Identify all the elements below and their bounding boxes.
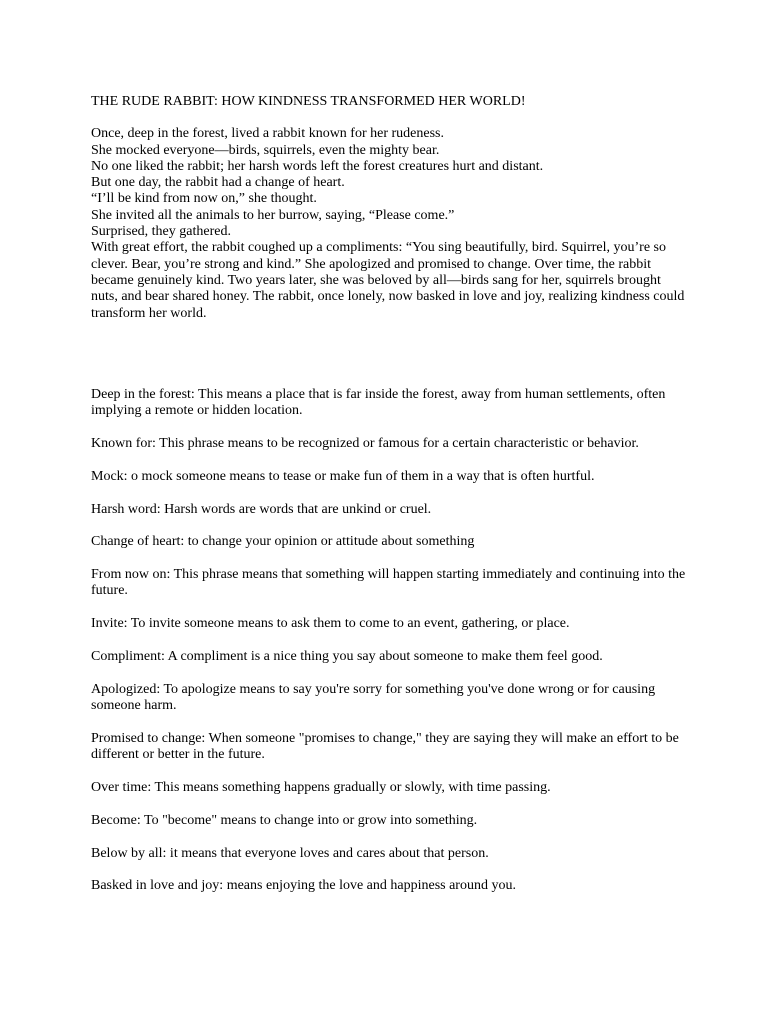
story-line: Surprised, they gathered. bbox=[91, 224, 231, 240]
vocab-entry: Known for: This phrase means to be recognized or famous for a certain characteristic or behavior. bbox=[91, 435, 639, 451]
story-line: “I’ll be kind from now on,” she thought. bbox=[91, 191, 317, 207]
story-line: No one liked the rabbit; her harsh words left the forest creatures hurt and distant. bbox=[91, 158, 544, 174]
vocab-entry: Below by all: it means that everyone loves and cares about that person. bbox=[91, 845, 489, 861]
vocab-entry: Promised to change: When someone "promises to change," they are saying they will make an effort to be different or better in the future. bbox=[91, 730, 679, 763]
story-line: But one day, the rabbit had a change of heart. bbox=[91, 175, 345, 191]
story-line: Once, deep in the forest, lived a rabbit known for her rudeness. bbox=[91, 126, 444, 142]
story-paragraph: With great effort, the rabbit coughed up a compliments: “You sing beautifully, bird. Squirrel, you’re so clever. Bear, you’re strong and kind.” She apologized and promised to change. Over time, the rabbit became genuinely kind. Two years later, she was beloved by all—birds sang for her, squirrels brought nuts, and bear shared honey. The rabbit, once lonely, now basked in love and joy, realizing kindness could transform her world. bbox=[91, 240, 685, 321]
vocab-entry: Apologized: To apologize means to say you're sorry for something you've done wrong or for causing someone harm. bbox=[91, 681, 656, 714]
story-line: She invited all the animals to her burrow, saying, “Please come.” bbox=[91, 207, 455, 223]
vocab-entry: Deep in the forest: This means a place that is far inside the forest, away from human settlements, often implying a remote or hidden location. bbox=[91, 386, 666, 419]
vocab-entry: Harsh word: Harsh words are words that are unkind or cruel. bbox=[91, 501, 432, 517]
vocab-entry: Compliment: A compliment is a nice thing you say about someone to make them feel good. bbox=[91, 649, 603, 665]
vocabulary-section bbox=[91, 387, 691, 895]
document-title: THE RUDE RABBIT: HOW KINDNESS TRANSFORMED HER WORLD! bbox=[91, 94, 526, 109]
vocab-entry: Mock: o mock someone means to tease or make fun of them in a way that is often hurtful. bbox=[91, 468, 595, 484]
vocab-entry: Change of heart: to change your opinion or attitude about something bbox=[91, 534, 475, 550]
story-section bbox=[91, 126, 691, 322]
vocab-entry: Over time: This means something happens gradually or slowly, with time passing. bbox=[91, 780, 551, 796]
vocab-entry: From now on: This phrase means that something will happen starting immediately and continuing into the future. bbox=[91, 567, 686, 599]
vocab-entry: Invite: To invite someone means to ask them to come to an event, gathering, or place. bbox=[91, 616, 570, 632]
document-page bbox=[91, 94, 691, 911]
vocab-entry: Become: To "become" means to change into or grow into something. bbox=[91, 812, 478, 828]
vocab-entry: Basked in love and joy: means enjoying the love and happiness around you. bbox=[91, 878, 516, 894]
story-line: She mocked everyone—birds, squirrels, even the mighty bear. bbox=[91, 142, 440, 158]
